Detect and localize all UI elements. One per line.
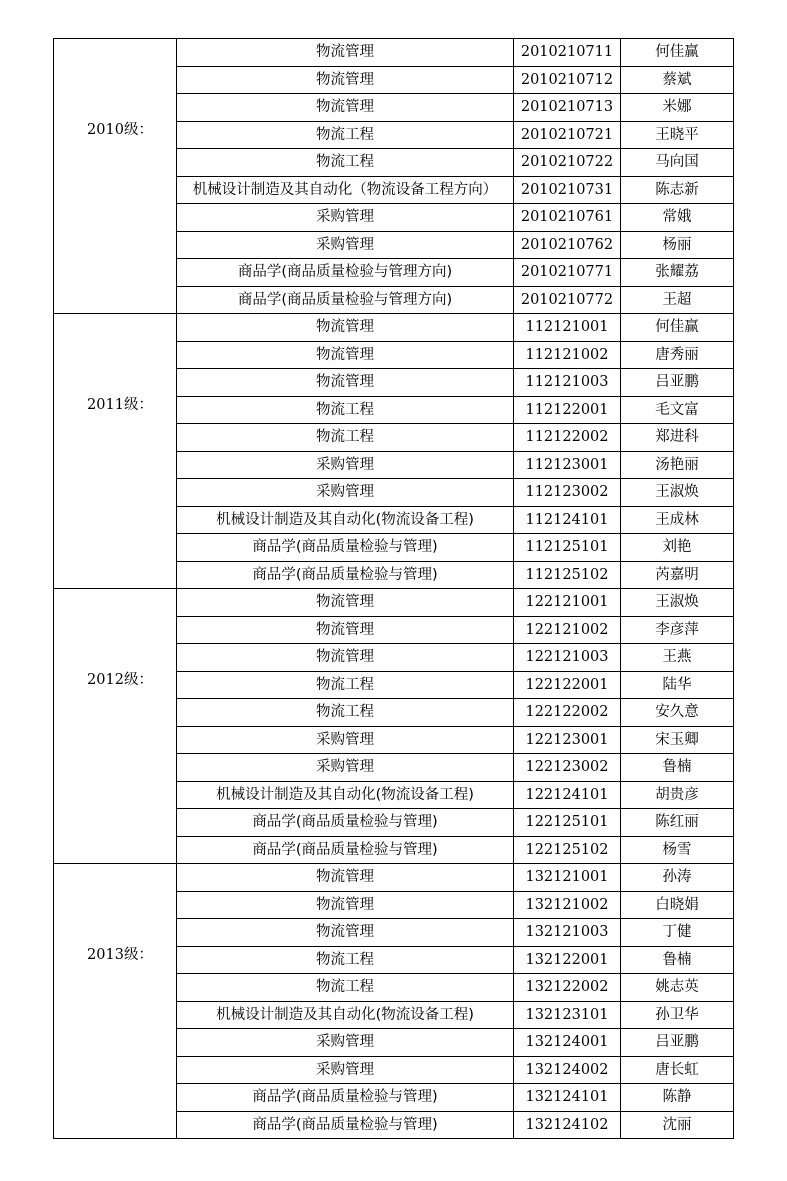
student-name-cell: 安久意 (621, 699, 734, 727)
student-id-cell: 2010210712 (514, 66, 621, 94)
student-id-cell: 112121003 (514, 369, 621, 397)
table-row (54, 314, 734, 342)
student-id-cell: 112124101 (514, 506, 621, 534)
student-id-cell: 112121001 (514, 314, 621, 342)
roster-table (53, 38, 734, 1139)
student-name-cell: 马向国 (621, 149, 734, 177)
student-name-cell: 王淑焕 (621, 589, 734, 617)
student-id-cell: 132121002 (514, 891, 621, 919)
student-id-cell: 122122001 (514, 671, 621, 699)
major-cell: 机械设计制造及其自动化(物流设备工程) (177, 506, 514, 534)
major-cell: 采购管理 (177, 1056, 514, 1084)
student-id-cell: 132123101 (514, 1001, 621, 1029)
table-row (54, 39, 734, 67)
student-name-cell: 杨雪 (621, 836, 734, 864)
student-name-cell: 唐秀丽 (621, 341, 734, 369)
student-id-cell: 122121001 (514, 589, 621, 617)
student-name-cell: 王晓平 (621, 121, 734, 149)
student-id-cell: 132124002 (514, 1056, 621, 1084)
student-name-cell: 吕亚鹏 (621, 1029, 734, 1057)
major-cell: 机械设计制造及其自动化(物流设备工程) (177, 781, 514, 809)
student-name-cell: 米娜 (621, 94, 734, 122)
student-name-cell: 孙卫华 (621, 1001, 734, 1029)
student-id-cell: 132122001 (514, 946, 621, 974)
student-name-cell: 刘艳 (621, 534, 734, 562)
major-cell: 采购管理 (177, 754, 514, 782)
student-name-cell: 常娥 (621, 204, 734, 232)
student-id-cell: 112123002 (514, 479, 621, 507)
major-cell: 物流管理 (177, 919, 514, 947)
student-name-cell: 王淑焕 (621, 479, 734, 507)
student-id-cell: 122124101 (514, 781, 621, 809)
grade-label: 2012级： (87, 672, 153, 688)
major-cell: 商品学(商品质量检验与管理方向) (177, 286, 514, 314)
student-id-cell: 132124001 (514, 1029, 621, 1057)
student-id-cell: 2010210731 (514, 176, 621, 204)
major-cell: 物流管理 (177, 369, 514, 397)
student-name-cell: 陈志新 (621, 176, 734, 204)
student-name-cell: 白晓娟 (621, 891, 734, 919)
major-cell: 商品学(商品质量检验与管理) (177, 809, 514, 837)
student-name-cell: 何佳赢 (621, 39, 734, 67)
major-cell: 物流工程 (177, 149, 514, 177)
student-id-cell: 2010210761 (514, 204, 621, 232)
student-id-cell: 122121002 (514, 616, 621, 644)
major-cell: 物流管理 (177, 644, 514, 672)
student-name-cell: 丁健 (621, 919, 734, 947)
student-name-cell: 何佳赢 (621, 314, 734, 342)
student-name-cell: 宋玉卿 (621, 726, 734, 754)
student-name-cell: 陈静 (621, 1084, 734, 1112)
student-name-cell: 孙涛 (621, 864, 734, 892)
student-id-cell: 122123002 (514, 754, 621, 782)
student-name-cell: 蔡斌 (621, 66, 734, 94)
major-cell: 物流工程 (177, 121, 514, 149)
student-name-cell: 李彦萍 (621, 616, 734, 644)
student-id-cell: 132124101 (514, 1084, 621, 1112)
student-name-cell: 杨丽 (621, 231, 734, 259)
major-cell: 采购管理 (177, 479, 514, 507)
student-id-cell: 2010210762 (514, 231, 621, 259)
major-cell: 商品学(商品质量检验与管理方向) (177, 259, 514, 287)
grade-label: 2010级： (87, 122, 153, 138)
student-id-cell: 2010210713 (514, 94, 621, 122)
grade-cell (54, 39, 177, 314)
roster-body (54, 39, 734, 1139)
major-cell: 物流工程 (177, 424, 514, 452)
table-row (54, 589, 734, 617)
student-name-cell: 汤艳丽 (621, 451, 734, 479)
major-cell: 采购管理 (177, 451, 514, 479)
major-cell: 物流工程 (177, 671, 514, 699)
student-id-cell: 132124102 (514, 1111, 621, 1139)
major-cell: 机械设计制造及其自动化（物流设备工程方向） (177, 176, 514, 204)
student-id-cell: 2010210721 (514, 121, 621, 149)
student-id-cell: 2010210711 (514, 39, 621, 67)
major-cell: 商品学(商品质量检验与管理) (177, 561, 514, 589)
student-name-cell: 胡贵彦 (621, 781, 734, 809)
student-id-cell: 122125102 (514, 836, 621, 864)
student-id-cell: 2010210772 (514, 286, 621, 314)
student-id-cell: 122121003 (514, 644, 621, 672)
student-id-cell: 132122002 (514, 974, 621, 1002)
student-id-cell: 132121001 (514, 864, 621, 892)
major-cell: 物流工程 (177, 699, 514, 727)
student-id-cell: 132121003 (514, 919, 621, 947)
major-cell: 物流工程 (177, 974, 514, 1002)
major-cell: 物流管理 (177, 891, 514, 919)
student-name-cell: 毛文富 (621, 396, 734, 424)
student-name-cell: 王成林 (621, 506, 734, 534)
student-id-cell: 122122002 (514, 699, 621, 727)
major-cell: 物流管理 (177, 341, 514, 369)
major-cell: 商品学(商品质量检验与管理) (177, 836, 514, 864)
major-cell: 采购管理 (177, 1029, 514, 1057)
student-name-cell: 姚志英 (621, 974, 734, 1002)
student-name-cell: 郑进科 (621, 424, 734, 452)
student-name-cell: 吕亚鹏 (621, 369, 734, 397)
table-row (54, 864, 734, 892)
student-name-cell: 陆华 (621, 671, 734, 699)
student-id-cell: 112123001 (514, 451, 621, 479)
student-id-cell: 112122001 (514, 396, 621, 424)
major-cell: 物流管理 (177, 589, 514, 617)
major-cell: 商品学(商品质量检验与管理) (177, 1111, 514, 1139)
major-cell: 物流管理 (177, 864, 514, 892)
grade-cell (54, 864, 177, 1139)
major-cell: 物流管理 (177, 39, 514, 67)
major-cell: 物流工程 (177, 946, 514, 974)
major-cell: 采购管理 (177, 726, 514, 754)
student-name-cell: 芮嘉明 (621, 561, 734, 589)
student-id-cell: 122125101 (514, 809, 621, 837)
grade-cell (54, 314, 177, 589)
student-name-cell: 王燕 (621, 644, 734, 672)
major-cell: 商品学(商品质量检验与管理) (177, 1084, 514, 1112)
student-name-cell: 唐长虹 (621, 1056, 734, 1084)
student-name-cell: 鲁楠 (621, 754, 734, 782)
student-id-cell: 112122002 (514, 424, 621, 452)
student-id-cell: 112121002 (514, 341, 621, 369)
student-id-cell: 112125101 (514, 534, 621, 562)
student-id-cell: 2010210722 (514, 149, 621, 177)
major-cell: 物流管理 (177, 616, 514, 644)
major-cell: 物流工程 (177, 396, 514, 424)
grade-label: 2013级： (87, 947, 153, 963)
student-name-cell: 沈丽 (621, 1111, 734, 1139)
student-name-cell: 张耀荔 (621, 259, 734, 287)
grade-label: 2011级： (87, 397, 153, 413)
major-cell: 采购管理 (177, 231, 514, 259)
student-id-cell: 2010210771 (514, 259, 621, 287)
grade-cell (54, 589, 177, 864)
major-cell: 采购管理 (177, 204, 514, 232)
student-name-cell: 鲁楠 (621, 946, 734, 974)
major-cell: 机械设计制造及其自动化(物流设备工程) (177, 1001, 514, 1029)
student-name-cell: 王超 (621, 286, 734, 314)
major-cell: 物流管理 (177, 66, 514, 94)
student-id-cell: 122123001 (514, 726, 621, 754)
major-cell: 物流管理 (177, 314, 514, 342)
student-id-cell: 112125102 (514, 561, 621, 589)
student-name-cell: 陈红丽 (621, 809, 734, 837)
major-cell: 商品学(商品质量检验与管理) (177, 534, 514, 562)
major-cell: 物流管理 (177, 94, 514, 122)
